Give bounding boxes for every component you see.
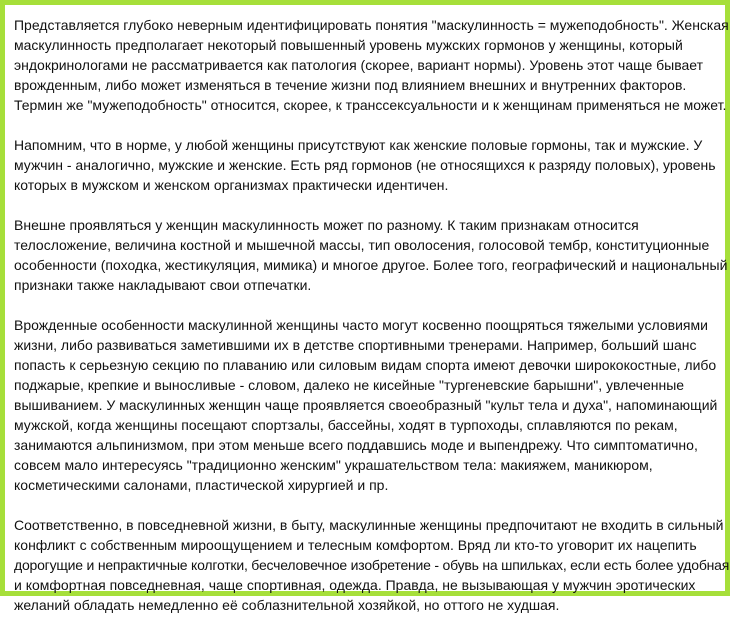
text-line: вышиванием. У маскулинных женщин чаще проявляется своеобразный "культ тела и духа", напоминающий [14,397,718,413]
text-line: Врожденные особенности маскулинной женщины часто могут косвенно поощряться тяжелыми условиями [14,317,708,333]
paragraph [14,315,729,495]
text-line: эндокринологами не рассматривается как патология (скорее, вариант нормы). Уровень этот чаще бывает [14,57,704,73]
text-line: Внешне проявляться у женщин маскулинность может по разному. К таким признакам относится [14,217,639,233]
text-line: и комфортная повседневная, чаще спортивная, одежда. Правда, не вызывающая у мужчин эротических [14,577,696,593]
paragraph [14,135,729,195]
text-line: косметическими салонами, пластической хирургией и пр. [14,477,389,493]
text-line: занимаются альпинизмом, при этом меньше всего поддавшись моде и выпендрежу. Что симптоматично, [14,437,698,453]
paragraph [14,215,729,295]
paragraph [14,515,729,615]
text-line: Представляется глубоко неверным идентифицировать понятия "маскулинность = мужеподобность". Женская [14,17,729,33]
text-line: поджарые, крепкие и выносливые - словом, далеко не кисейные "тургеневские барышни", увлеченные [14,377,685,393]
text-line: маскулинность предполагает некоторый повышенный уровень мужских гормонов у женщины, который [14,37,683,53]
text-line: врожденным, либо может изменяться в течение жизни под влиянием внешних и внутренних факторов. [14,77,687,93]
document-text [14,15,729,635]
text-line: совсем мало интересуясь "традиционно женским" украшательством тела: макияжем, маникюром, [14,457,653,473]
text-line: особенности (походка, жестикуляция, мимика) и многое другое. Более того, географический и национальный [14,257,728,273]
text-line: Термин же "мужеподобность" относится, скорее, к транссексуальности и к женщинам применяться не может. [14,97,727,113]
paragraph [14,15,729,115]
text-line: дорогущие и непрактичные колготки, бесчеловечное изобретение - обувь на шпильках, если есть более удобная [14,557,730,573]
text-line: конфликт с собственным мироощущением и телесным комфортом. Вряд ли кто-то уговорит их нацепить [14,537,697,553]
text-line: телосложение, величина костной и мышечной массы, тип оволосения, голосовой тембр, конституционные [14,237,710,253]
text-line: Напомним, что в норме, у любой женщины присутствуют как женские половые гормоны, так и мужские. У [14,137,703,153]
text-line: мужской, когда женщины посещают спортзалы, бассейны, ходят в турпоходы, сплавляются по рекам, [14,417,678,433]
text-line: желаний обладать немедленно её соблазнительной хозяйкой, но оттого не худшая. [14,597,560,613]
text-line: которых в мужском и женском организмах практически идентичен. [14,177,449,193]
text-line: жизни, либо развиваться заметившими их в детстве спортивными тренерами. Например, больший шанс [14,337,697,353]
text-line: попасть к серьезную секцию по плаванию или силовым видам спорта имеют девочки ширококостные, либо [14,357,717,373]
text-line: мужчин - аналогично, мужские и женские. Есть ряд гормонов (не относящихся к разряду половых), уровень [14,157,716,173]
text-line: Соответственно, в повседневной жизни, в быту, маскулинные женщины предпочитают не входить в сильный [14,517,724,533]
text-line: признаки также накладывают свои отпечатки. [14,277,312,293]
